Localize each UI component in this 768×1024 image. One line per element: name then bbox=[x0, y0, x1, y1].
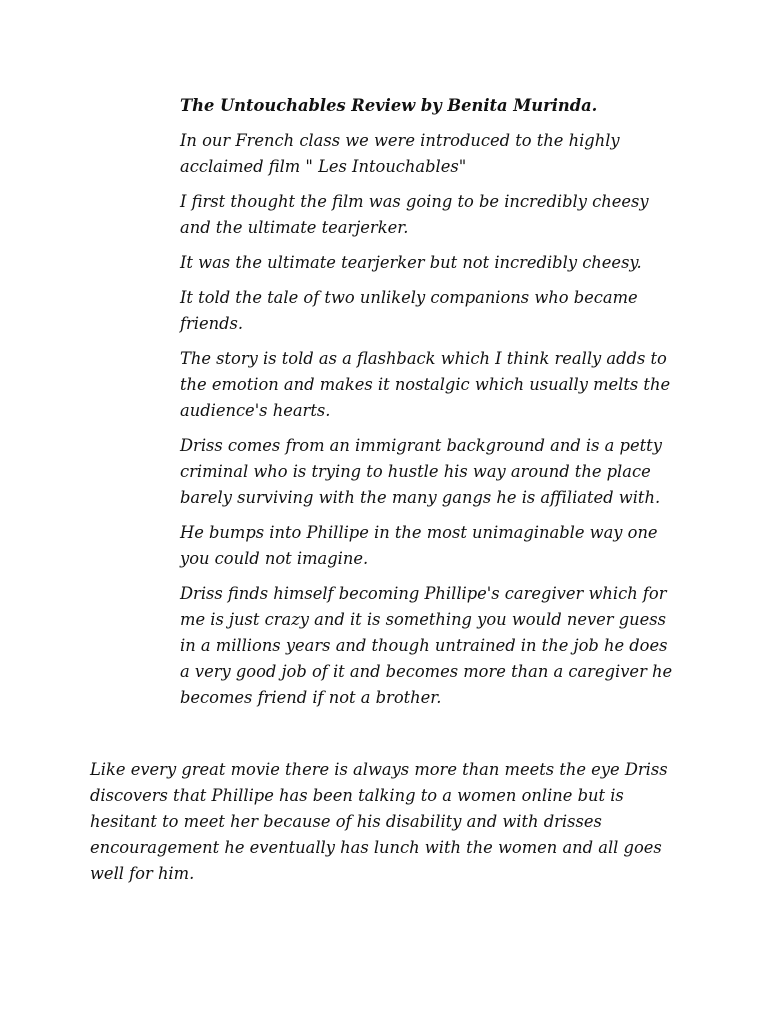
paragraph-premise: It told the tale of two unlikely companions who became friends. bbox=[180, 288, 638, 333]
paragraph-meeting: He bumps into Phillipe in the most unimaginable way one you could not imagine. bbox=[180, 523, 658, 568]
paragraph-first-impression: I first thought the film was going to be incredibly cheesy and the ultimate tearjerker. bbox=[180, 192, 649, 237]
document-title: The Untouchables Review by Benita Murinda. bbox=[180, 96, 598, 115]
review-body bbox=[180, 93, 678, 720]
paragraph-caregiver: Driss finds himself becoming Phillipe's caregiver which for me is just crazy and it is something you would never guess in a millions years and though untrained in the job he does a very good job of it and becomes more than a caregiver he becomes friend if not a brother. bbox=[180, 584, 673, 707]
paragraph-flashback: The story is told as a flashback which I think really adds to the emotion and makes it nostalgic which usually melts the audience's hearts. bbox=[180, 349, 671, 420]
paragraph-closing: Like every great movie there is always more than meets the eye Driss discovers that Phillipe has been talking to a women online but is hesitant to meet her because of his disability and with drisses encouragement he eventually has lunch with the women and all goes well for him. bbox=[90, 760, 668, 883]
paragraph-verdict: It was the ultimate tearjerker but not incredibly cheesy. bbox=[180, 253, 642, 272]
paragraph-driss-background: Driss comes from an immigrant background and is a petty criminal who is trying to hustle his way around the place barely surviving with the many gangs he is affiliated with. bbox=[180, 436, 662, 507]
paragraph-intro: In our French class we were introduced to the highly acclaimed film " Les Intouchables" bbox=[180, 131, 620, 176]
